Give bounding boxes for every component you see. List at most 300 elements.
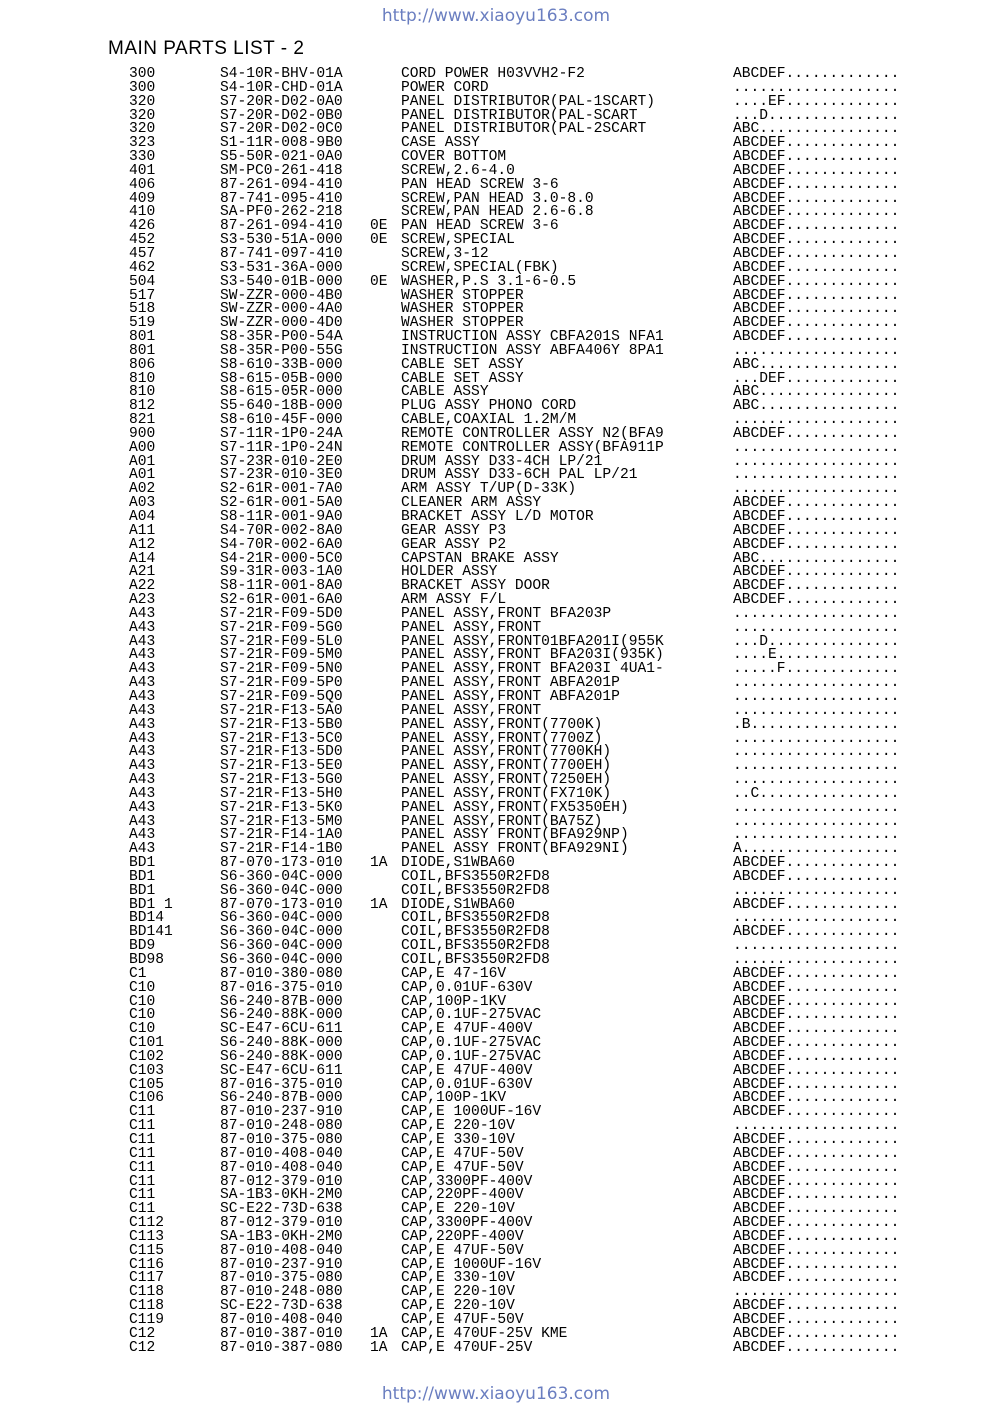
applicability-code: ABCDEF............. — [733, 855, 900, 872]
part-number: SC-E22-73D-638 — [220, 1298, 343, 1315]
ref-number: A00 — [129, 439, 156, 456]
applicability-code: ABCDEF............. — [733, 965, 900, 982]
part-number: S3-531-36A-000 — [220, 259, 343, 276]
part-description: WASHER STOPPER — [401, 287, 524, 304]
ref-number: A43 — [129, 675, 156, 692]
part-description: PANEL ASSY,FRONT(7700EH) — [401, 758, 612, 775]
part-flag: 1A — [370, 896, 388, 913]
part-description: ARM ASSY F/L — [401, 592, 507, 609]
part-description: CAP,100P-1KV — [401, 993, 507, 1010]
part-description: COIL,BFS3550R2FD8 — [401, 882, 550, 899]
part-number: S3-530-51A-000 — [220, 232, 343, 249]
ref-number: A43 — [129, 827, 156, 844]
part-description: SCREW,SPECIAL — [401, 232, 515, 249]
part-number: 87-070-173-010 — [220, 855, 343, 872]
applicability-code: ABCDEF............. — [733, 1298, 900, 1315]
part-description: ARM ASSY T/UP(D-33K) — [401, 481, 577, 498]
applicability-code: ABCDEF............. — [733, 522, 900, 539]
ref-number: C11 — [129, 1118, 156, 1135]
part-description: CAP,220PF-400V — [401, 1187, 524, 1204]
applicability-code: ................... — [733, 758, 900, 775]
part-number: S6-360-04C-000 — [220, 952, 343, 968]
ref-number: 812 — [129, 398, 156, 415]
part-number: 87-016-375-010 — [220, 979, 343, 996]
applicability-code: ................... — [733, 827, 900, 844]
ref-number: C10 — [129, 993, 156, 1010]
applicability-code: ABCDEF............. — [733, 1131, 900, 1148]
part-number: S7-23R-010-2E0 — [220, 453, 343, 470]
part-description: CABLE ASSY — [401, 384, 489, 401]
applicability-code: ................... — [733, 910, 900, 927]
ref-number: A01 — [129, 467, 156, 484]
applicability-code: ABCDEF............. — [733, 135, 900, 152]
part-number: S3-540-01B-000 — [220, 273, 343, 290]
applicability-code: ABC................ — [733, 121, 900, 138]
part-description: CAP,220PF-400V — [401, 1228, 524, 1245]
part-description: GEAR ASSY P3 — [401, 522, 507, 539]
applicability-code: ABCDEF............. — [733, 176, 900, 193]
part-description: DIODE,S1WBA60 — [401, 855, 515, 872]
part-number: SW-ZZR-000-4D0 — [220, 315, 343, 332]
part-number: 87-010-248-080 — [220, 1118, 343, 1135]
applicability-code: ABCDEF............. — [733, 1007, 900, 1024]
part-number: 87-010-408-040 — [220, 1159, 343, 1176]
part-number: S8-35R-P00-55G — [220, 342, 343, 359]
ref-number: C11 — [129, 1201, 156, 1218]
part-description: WASHER,P.S 3.1-6-0.5 — [401, 273, 577, 290]
applicability-code: ABCDEF............. — [733, 979, 900, 996]
applicability-code: ABCDEF............. — [733, 564, 900, 581]
part-description: PLUG ASSY PHONO CORD — [401, 398, 577, 415]
applicability-code: ABCDEF............. — [733, 1256, 900, 1273]
part-description: CAPSTAN BRAKE ASSY — [401, 550, 559, 567]
part-description: COIL,BFS3550R2FD8 — [401, 938, 550, 955]
part-description: COIL,BFS3550R2FD8 — [401, 952, 550, 968]
part-description: CAP,E 47UF-400V — [401, 1021, 533, 1038]
part-number: S7-20R-D02-0B0 — [220, 107, 343, 124]
part-description: PANEL ASSY,FRONT(7250EH) — [401, 772, 612, 789]
part-flag: 1A — [370, 1339, 388, 1356]
applicability-code: ................... — [733, 952, 900, 968]
part-number: S6-360-04C-000 — [220, 868, 343, 885]
applicability-code: ................... — [733, 799, 900, 816]
part-number: S6-240-88K-000 — [220, 1035, 343, 1052]
applicability-code: A.................. — [733, 841, 900, 858]
applicability-code: ...D............... — [733, 107, 900, 124]
part-description: WASHER STOPPER — [401, 301, 524, 318]
ref-number: BD1 — [129, 868, 156, 885]
ref-number: A14 — [129, 550, 156, 567]
ref-number: BD1 — [129, 855, 156, 872]
ref-number: A43 — [129, 744, 156, 761]
applicability-code: ABCDEF............. — [733, 329, 900, 346]
ref-number: C11 — [129, 1187, 156, 1204]
part-number: S7-21R-F13-5M0 — [220, 813, 343, 830]
applicability-code: ................... — [733, 453, 900, 470]
part-description: SCREW,2.6-4.0 — [401, 162, 515, 179]
part-number: S7-21R-F13-5D0 — [220, 744, 343, 761]
part-number: S8-610-33B-000 — [220, 356, 343, 373]
applicability-code: ....E.............. — [733, 647, 900, 664]
part-number: 87-261-094-410 — [220, 218, 343, 235]
part-description: CAP,E 47UF-50V — [401, 1311, 524, 1328]
ref-number: 406 — [129, 176, 156, 193]
applicability-code: ABCDEF............. — [733, 232, 900, 249]
part-description: SCREW,SPECIAL(FBK) — [401, 259, 559, 276]
applicability-code: ...DEF............. — [733, 370, 900, 387]
part-flag: 0E — [370, 218, 388, 235]
applicability-code: ABCDEF............. — [733, 1062, 900, 1079]
part-number: S7-21R-F09-5N0 — [220, 661, 343, 678]
part-description: COIL,BFS3550R2FD8 — [401, 924, 550, 941]
part-description: CAP,E 47UF-50V — [401, 1242, 524, 1259]
header-url[interactable]: http://www.xiaoyu163.com — [381, 6, 611, 26]
applicability-code: ................... — [733, 481, 900, 498]
part-number: SA-1B3-0KH-2M0 — [220, 1187, 343, 1204]
part-description: CAP,E 1000UF-16V — [401, 1256, 542, 1273]
part-number: S7-21R-F14-1B0 — [220, 841, 343, 858]
part-number: S6-360-04C-000 — [220, 938, 343, 955]
applicability-code: ABCDEF............. — [733, 66, 900, 82]
part-number: S8-615-05B-000 — [220, 370, 343, 387]
applicability-code: ....EF............. — [733, 93, 900, 110]
ref-number: C11 — [129, 1173, 156, 1190]
ref-number: 320 — [129, 121, 156, 138]
applicability-code: ABCDEF............. — [733, 273, 900, 290]
ref-number: 300 — [129, 79, 156, 96]
part-number: S7-21R-F13-5H0 — [220, 785, 343, 802]
part-description: PANEL ASSY,FRONT01BFA201I(955K — [401, 633, 664, 650]
applicability-code: ................... — [733, 342, 900, 359]
part-description: REMOTE CONTROLLER ASSY(BFA911P — [401, 439, 664, 456]
applicability-code: ABCDEF............. — [733, 993, 900, 1010]
applicability-code: ABCDEF............. — [733, 190, 900, 207]
part-number: S5-640-18B-000 — [220, 398, 343, 415]
part-number: S7-21R-F13-5A0 — [220, 702, 343, 719]
ref-number: 462 — [129, 259, 156, 276]
ref-number: A03 — [129, 495, 156, 512]
applicability-code: ................... — [733, 813, 900, 830]
ref-number: C112 — [129, 1215, 165, 1232]
ref-number: A43 — [129, 688, 156, 705]
part-description: COIL,BFS3550R2FD8 — [401, 910, 550, 927]
applicability-code: ABCDEF............. — [733, 868, 900, 885]
ref-number: C12 — [129, 1325, 156, 1342]
ref-number: A43 — [129, 661, 156, 678]
part-number: S9-31R-003-1A0 — [220, 564, 343, 581]
applicability-code: ABCDEF............. — [733, 1145, 900, 1162]
part-number: S7-21R-F09-5Q0 — [220, 688, 343, 705]
ref-number: 320 — [129, 107, 156, 124]
ref-number: BD14 — [129, 910, 165, 927]
part-description: CAP,E 220-10V — [401, 1201, 515, 1218]
part-description: CAP,E 47UF-400V — [401, 1062, 533, 1079]
part-description: CAP,0.01UF-630V — [401, 1076, 533, 1093]
ref-number: A43 — [129, 799, 156, 816]
part-description: CAP,E 1000UF-16V — [401, 1104, 542, 1121]
ref-number: 900 — [129, 425, 156, 442]
applicability-code: ABCDEF............. — [733, 896, 900, 913]
part-number: SC-E47-6CU-611 — [220, 1062, 343, 1079]
applicability-code: ................... — [733, 882, 900, 899]
applicability-code: ................... — [733, 744, 900, 761]
applicability-code: ................... — [733, 772, 900, 789]
applicability-code: ABCDEF............. — [733, 1090, 900, 1107]
ref-number: 517 — [129, 287, 156, 304]
footer-url[interactable]: http://www.xiaoyu163.com — [381, 1384, 611, 1404]
ref-number: C116 — [129, 1256, 165, 1273]
applicability-code: ABC................ — [733, 384, 900, 401]
ref-number: A43 — [129, 605, 156, 622]
part-description: BRACKET ASSY DOOR — [401, 578, 550, 595]
part-number: S7-23R-010-3E0 — [220, 467, 343, 484]
ref-number: 801 — [129, 342, 156, 359]
ref-number: C118 — [129, 1298, 165, 1315]
ref-number: A43 — [129, 619, 156, 636]
part-number: SW-ZZR-000-4B0 — [220, 287, 343, 304]
ref-number: A21 — [129, 564, 156, 581]
part-description: CAP,E 220-10V — [401, 1118, 515, 1135]
part-number: 87-010-375-080 — [220, 1131, 343, 1148]
ref-number: A04 — [129, 509, 156, 525]
ref-number: A43 — [129, 758, 156, 775]
part-number: S6-240-88K-000 — [220, 1048, 343, 1065]
ref-number: C11 — [129, 1104, 156, 1121]
part-number: SW-ZZR-000-4A0 — [220, 301, 343, 318]
ref-number: C103 — [129, 1062, 165, 1079]
part-description: PANEL ASSY,FRONT(7700Z) — [401, 730, 603, 747]
part-number: 87-261-094-410 — [220, 176, 343, 193]
part-number: S4-10R-BHV-01A — [220, 66, 343, 82]
part-number: S8-11R-001-9A0 — [220, 509, 343, 525]
ref-number: A43 — [129, 772, 156, 789]
part-description: PANEL ASSY,FRONT(7700KH) — [401, 744, 612, 761]
part-description: CAP,E 330-10V — [401, 1270, 515, 1287]
part-description: COVER BOTTOM — [401, 149, 507, 166]
applicability-code: ABCDEF............. — [733, 924, 900, 941]
part-description: WASHER STOPPER — [401, 315, 524, 332]
part-number: S7-11R-1P0-24A — [220, 425, 343, 442]
ref-number: C105 — [129, 1076, 165, 1093]
part-number: 87-010-375-080 — [220, 1270, 343, 1287]
part-description: CAP,E 47UF-50V — [401, 1145, 524, 1162]
applicability-code: ABCDEF............. — [733, 1187, 900, 1204]
ref-number: BD9 — [129, 938, 156, 955]
part-number: 87-741-097-410 — [220, 245, 343, 262]
part-number: S7-21R-F09-5M0 — [220, 647, 343, 664]
part-number: S6-240-87B-000 — [220, 1090, 343, 1107]
page-title: MAIN PARTS LIST - 2 — [108, 38, 305, 59]
part-description: PANEL ASSY,FRONT(BA75Z) — [401, 813, 603, 830]
applicability-code: ABCDEF............. — [733, 425, 900, 442]
applicability-code: ABCDEF............. — [733, 495, 900, 512]
ref-number: C10 — [129, 979, 156, 996]
part-description: PANEL ASSY FRONT(BFA929NP) — [401, 827, 629, 844]
part-description: PAN HEAD SCREW 3-6 — [401, 176, 559, 193]
applicability-code: .B................. — [733, 716, 900, 733]
ref-number: A01 — [129, 453, 156, 470]
part-description: POWER CORD — [401, 79, 489, 96]
part-description: DIODE,S1WBA60 — [401, 896, 515, 913]
part-number: S7-21R-F13-5G0 — [220, 772, 343, 789]
part-number: S6-240-87B-000 — [220, 993, 343, 1010]
ref-number: 806 — [129, 356, 156, 373]
part-number: 87-012-379-010 — [220, 1215, 343, 1232]
ref-number: 810 — [129, 370, 156, 387]
part-number: S5-50R-021-0A0 — [220, 149, 343, 166]
ref-number: C102 — [129, 1048, 165, 1065]
ref-number: 504 — [129, 273, 156, 290]
part-flag: 1A — [370, 1325, 388, 1342]
part-description: CABLE SET ASSY — [401, 356, 524, 373]
ref-number: 519 — [129, 315, 156, 332]
applicability-code: ABC................ — [733, 550, 900, 567]
ref-number: 452 — [129, 232, 156, 249]
part-description: COIL,BFS3550R2FD8 — [401, 868, 550, 885]
applicability-code: ................... — [733, 730, 900, 747]
part-number: S7-11R-1P0-24N — [220, 439, 343, 456]
applicability-code: ABCDEF............. — [733, 162, 900, 179]
part-description: DRUM ASSY D33-4CH LP/21 — [401, 453, 603, 470]
ref-number: 801 — [129, 329, 156, 346]
part-number: S4-70R-002-8A0 — [220, 522, 343, 539]
applicability-code: ABCDEF............. — [733, 1215, 900, 1232]
applicability-code: ................... — [733, 467, 900, 484]
ref-number: A43 — [129, 785, 156, 802]
part-number: S2-61R-001-7A0 — [220, 481, 343, 498]
ref-number: A23 — [129, 592, 156, 609]
part-description: PANEL ASSY,FRONT(FX5350EH) — [401, 799, 629, 816]
part-description: SCREW,PAN HEAD 3.0-8.0 — [401, 190, 594, 207]
part-description: CAP,0.01UF-630V — [401, 979, 533, 996]
part-description: CASE ASSY — [401, 135, 480, 152]
part-description: CORD POWER H03VVH2-F2 — [401, 66, 585, 82]
part-number: S7-21R-F09-5P0 — [220, 675, 343, 692]
part-description: CAP,0.1UF-275VAC — [401, 1035, 542, 1052]
applicability-code: ................... — [733, 1284, 900, 1301]
ref-number: BD141 — [129, 924, 173, 941]
ref-number: A02 — [129, 481, 156, 498]
applicability-code: ABCDEF............. — [733, 149, 900, 166]
part-description: CAP,E 47UF-50V — [401, 1159, 524, 1176]
ref-number: A43 — [129, 730, 156, 747]
part-number: 87-741-095-410 — [220, 190, 343, 207]
ref-number: 330 — [129, 149, 156, 166]
part-number: S8-35R-P00-54A — [220, 329, 343, 346]
ref-number: C118 — [129, 1284, 165, 1301]
ref-number: 810 — [129, 384, 156, 401]
part-number: S4-21R-000-5C0 — [220, 550, 343, 567]
applicability-code: ................... — [733, 688, 900, 705]
part-description: CLEANER ARM ASSY — [401, 495, 542, 512]
part-number: S7-21R-F09-5L0 — [220, 633, 343, 650]
part-number: 87-010-248-080 — [220, 1284, 343, 1301]
part-description: CAP,E 220-10V — [401, 1284, 515, 1301]
part-number: 87-070-173-010 — [220, 896, 343, 913]
applicability-code: ABC................ — [733, 356, 900, 373]
ref-number: A43 — [129, 841, 156, 858]
part-description: PANEL ASSY,FRONT(7700K) — [401, 716, 603, 733]
ref-number: A12 — [129, 536, 156, 553]
part-description: CAP,E 470UF-25V KME — [401, 1325, 568, 1342]
applicability-code: ABCDEF............. — [733, 1311, 900, 1328]
ref-number: 518 — [129, 301, 156, 318]
part-description: CAP,E 47-16V — [401, 965, 507, 982]
applicability-code: ABCDEF............. — [733, 1035, 900, 1052]
applicability-code: ABCDEF............. — [733, 592, 900, 609]
part-flag: 0E — [370, 273, 388, 290]
part-number: S4-70R-002-6A0 — [220, 536, 343, 553]
part-number: SA-1B3-0KH-2M0 — [220, 1228, 343, 1245]
part-description: CAP,3300PF-400V — [401, 1215, 533, 1232]
ref-number: BD98 — [129, 952, 165, 968]
part-number: SA-PF0-262-218 — [220, 204, 343, 221]
part-number: SC-E22-73D-638 — [220, 1201, 343, 1218]
ref-number: C10 — [129, 1021, 156, 1038]
applicability-code: ................... — [733, 439, 900, 456]
parts-list — [129, 68, 949, 1355]
part-number: S1-11R-008-9B0 — [220, 135, 343, 152]
part-number: S8-11R-001-8A0 — [220, 578, 343, 595]
part-number: SM-PC0-261-418 — [220, 162, 343, 179]
part-description: PANEL ASSY,FRONT ABFA201P — [401, 675, 620, 692]
part-number: S7-21R-F13-5C0 — [220, 730, 343, 747]
part-number: 87-012-379-010 — [220, 1173, 343, 1190]
applicability-code: ABCDEF............. — [733, 1201, 900, 1218]
ref-number: C101 — [129, 1035, 165, 1052]
applicability-code: ABCDEF............. — [733, 259, 900, 276]
applicability-code: ABCDEF............. — [733, 578, 900, 595]
part-number: S7-20R-D02-0C0 — [220, 121, 343, 138]
ref-number: C11 — [129, 1145, 156, 1162]
part-number: S6-360-04C-000 — [220, 924, 343, 941]
part-number: S7-21R-F09-5G0 — [220, 619, 343, 636]
part-description: PANEL ASSY,FRONT BFA203I(935K) — [401, 647, 664, 664]
applicability-code: ................... — [733, 675, 900, 692]
part-description: SCREW,PAN HEAD 2.6-6.8 — [401, 204, 594, 221]
part-description: HOLDER ASSY — [401, 564, 498, 581]
part-description: CAP,E 330-10V — [401, 1131, 515, 1148]
part-number: S6-360-04C-000 — [220, 882, 343, 899]
part-description: CAP,3300PF-400V — [401, 1173, 533, 1190]
part-number: S7-21R-F13-5K0 — [220, 799, 343, 816]
part-number: S6-360-04C-000 — [220, 910, 343, 927]
part-number: S7-21R-F13-5E0 — [220, 758, 343, 775]
applicability-code: ................... — [733, 619, 900, 636]
applicability-code: ABCDEF............. — [733, 1228, 900, 1245]
part-number: S7-21R-F09-5D0 — [220, 605, 343, 622]
applicability-code: ...D............... — [733, 633, 900, 650]
ref-number: BD1 — [129, 882, 156, 899]
part-description: PANEL ASSY FRONT(BFA929NI) — [401, 841, 629, 858]
applicability-code: ................... — [733, 412, 900, 429]
part-number: S7-21R-F14-1A0 — [220, 827, 343, 844]
part-number: 87-010-408-040 — [220, 1311, 343, 1328]
part-description: CAP,0.1UF-275VAC — [401, 1007, 542, 1024]
part-description: CABLE,COAXIAL 1.2M/M — [401, 412, 577, 429]
part-description: PANEL DISTRIBUTOR(PAL-2SCART — [401, 121, 647, 138]
ref-number: A43 — [129, 813, 156, 830]
ref-number: 323 — [129, 135, 156, 152]
part-number: 87-010-408-040 — [220, 1242, 343, 1259]
ref-number: 409 — [129, 190, 156, 207]
applicability-code: ABCDEF............. — [733, 1159, 900, 1176]
part-number: SC-E47-6CU-611 — [220, 1021, 343, 1038]
part-description: PANEL ASSY,FRONT BFA203P — [401, 605, 612, 622]
part-number: S4-10R-CHD-01A — [220, 79, 343, 96]
ref-number: BD1 1 — [129, 896, 173, 913]
applicability-code: ABCDEF............. — [733, 1173, 900, 1190]
